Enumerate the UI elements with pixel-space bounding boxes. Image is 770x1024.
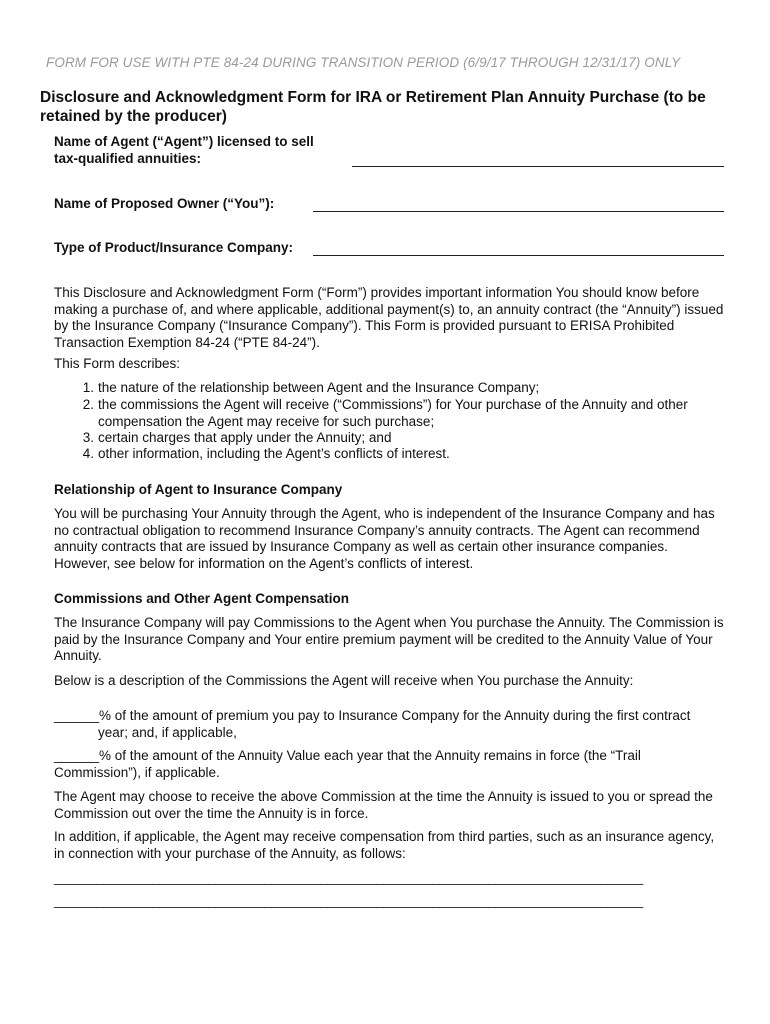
form-title: Disclosure and Acknowledgment Form for IRA or Retirement Plan Annuity Purchase (to be retained by the producer) [40,89,706,125]
first-year-commission-item [54,708,724,741]
list-item [54,380,724,397]
list-number: 2. [82,397,94,412]
third-party-compensation-blank-2[interactable]: ____________________________________________________________________________________ [54,893,643,908]
relationship-paragraph: You will be purchasing Your Annuity through the Agent, who is independent of the Insurance Company and has no contractual obligation to recommend Insurance Company’s annuity contracts. The Agent can recommend annuity contracts that are issued by Insurance Company as well as certain other insurance companies. However, see below for information on the Agent’s conflicts of interest. [54,506,715,571]
agent-name-label [54,133,314,167]
list-number: 1. [82,380,94,395]
list-text: the commissions the Agent will receive (“Commissions”) for Your purchase of the Annuity and other compensation the Agent may receive for such purchase; [98,397,688,429]
product-company-label: Type of Product/Insurance Company: [54,240,294,255]
transition-period-note: FORM FOR USE WITH PTE 84-24 DURING TRANSITION PERIOD (6/9/17 THROUGH 12/31/17) ONLY [46,55,681,70]
owner-name-field[interactable] [313,211,724,212]
commission-timing-paragraph: The Agent may choose to receive the above Commission at the time the Annuity is issued to you or spread the Commission out over the time the Annuity is in force. [54,789,713,821]
list-item [54,446,724,463]
list-text: certain charges that apply under the Annuity; and [98,430,392,445]
list-item [54,430,724,447]
agent-name-label-line2: tax-qualified annuities: [54,151,202,166]
list-text: the nature of the relationship between Agent and the Insurance Company; [98,380,540,395]
relationship-heading: Relationship of Agent to Insurance Company [54,482,343,497]
first-year-commission-line2: year; and, if applicable, [98,724,237,740]
agent-name-label-line1: Name of Agent (“Agent”) licensed to sell [54,134,314,149]
product-company-field[interactable] [313,255,724,256]
describes-label: This Form describes: [54,356,181,371]
list-number: 3. [82,430,94,445]
agent-name-field[interactable] [352,166,724,167]
third-party-compensation-paragraph: In addition, if applicable, the Agent may receive compensation from third parties, such as an insurance agency, in connection with your purchase of the Annuity, as follows: [54,829,715,861]
commissions-paragraph: The Insurance Company will pay Commissions to the Agent when You purchase the Annuity. The Commission is paid by the Insurance Company and Your entire premium payment will be credited to the Annuity Value of Your Annuity. [54,615,724,663]
commissions-description-intro: Below is a description of the Commissions the Agent will receive when You purchase the Annuity: [54,673,634,688]
owner-name-label: Name of Proposed Owner (“You”): [54,196,275,211]
trail-commission-item: ______% of the amount of the Annuity Value each year that the Annuity remains in force (the “Trail Commission”), if applicable. [54,748,641,780]
first-year-commission-line1: ______% of the amount of premium you pay to Insurance Company for the Annuity during the first contract [54,708,691,723]
third-party-compensation-blank-1[interactable]: ____________________________________________________________________________________ [54,870,643,885]
list-number: 4. [82,446,94,461]
list-item [54,397,724,430]
intro-paragraph: This Disclosure and Acknowledgment Form (“Form”) provides important information You should know before making a purchase of, and where applicable, additional payment(s) to, an annuity contract (the “Annuity”) issued by the Insurance Company (“Insurance Company”). This Form is provided pursuant to ERISA Prohibited Transaction Exemption 84-24 (“PTE 84-24”). [54,285,724,350]
list-text: other information, including the Agent’s conflicts of interest. [98,446,450,461]
commissions-heading: Commissions and Other Agent Compensation [54,591,350,606]
